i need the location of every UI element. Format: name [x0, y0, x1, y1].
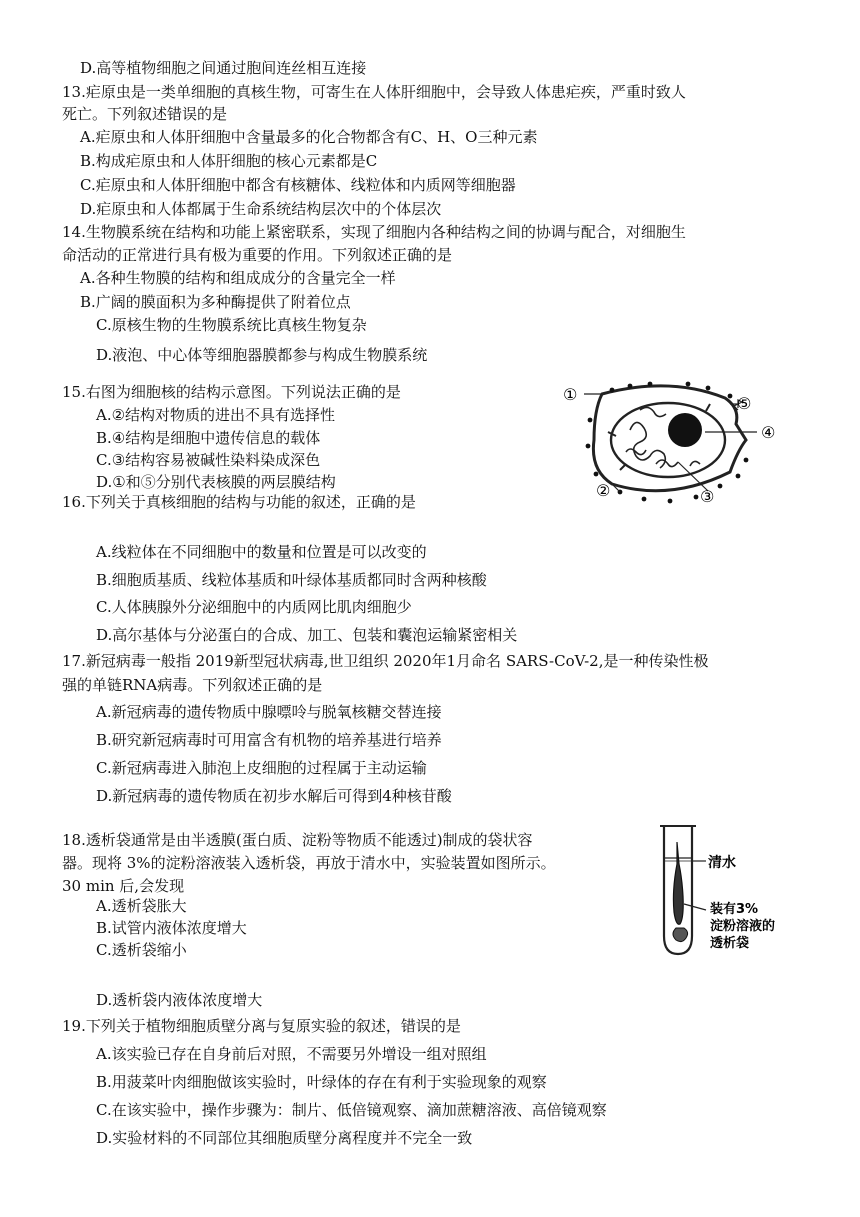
nucleolus	[668, 413, 702, 447]
q18-option-a: A.透析袋胀大	[96, 897, 187, 915]
q15-stem: 15.右图为细胞核的结构示意图。下列说法正确的是	[62, 383, 401, 401]
figure-label-3: ③	[700, 487, 715, 505]
q18-stem-line1: 18.透析袋通常是由半透膜(蛋白质、淀粉等物质不能透过)制成的袋状容	[62, 831, 533, 849]
q14-option-a: A.各种生物膜的结构和组成成分的含量完全一样	[80, 269, 396, 287]
q13-option-a: A.疟原虫和人体肝细胞中含量最多的化合物都含有C、H、O三种元素	[80, 128, 538, 146]
q13-stem-line1: 13.疟原虫是一类单细胞的真核生物，可寄生在人体肝细胞中，会导致人体患疟疾，严重时致人	[62, 83, 686, 101]
figure-bag-label-3: 透析袋	[710, 936, 750, 951]
figure-label-4: ④	[761, 423, 776, 442]
q14-option-b: B.广阔的膜面积为多种酶提供了附着位点	[80, 293, 351, 311]
q16-stem: 16.下列关于真核细胞的结构与功能的叙述，正确的是	[62, 493, 416, 511]
q15-option-d: D.①和⑤分别代表核膜的两层膜结构	[96, 473, 336, 491]
q14-stem-line2: 命活动的正常进行具有极为重要的作用。下列叙述正确的是	[62, 246, 453, 264]
q19-option-c: C.在该实验中，操作步骤为：制片、低倍镜观察、滴加蔗糖溶液、高倍镜观察	[96, 1101, 607, 1119]
q16-option-c: C.人体胰腺外分泌细胞中的内质网比肌肉细胞少	[96, 598, 412, 616]
q18-stem-line3: 30 min 后,会发现	[62, 877, 185, 895]
q16-option-a: A.线粒体在不同细胞中的数量和位置是可以改变的	[96, 543, 427, 561]
q13-stem-line2: 死亡。下列叙述错误的是	[62, 105, 228, 123]
q17-option-c: C.新冠病毒进入肺泡上皮细胞的过程属于主动运输	[96, 759, 427, 777]
q19-stem: 19.下列关于植物细胞质壁分离与复原实验的叙述，错误的是	[62, 1017, 461, 1035]
figure-water-label: 清水	[708, 855, 736, 871]
q19-option-a: A.该实验已存在自身前后对照，不需要另外增设一组对照组	[96, 1045, 487, 1063]
q18-option-c: C.透析袋缩小	[96, 941, 187, 959]
q14-option-c: C.原核生物的生物膜系统比真核生物复杂	[96, 316, 367, 334]
q12-option-d: D.高等植物细胞之间通过胞间连丝相互连接	[80, 59, 367, 77]
figure-bag-label-1: 装有3%	[710, 902, 759, 917]
inner-membrane	[611, 403, 725, 477]
figure-bag-label-2: 淀粉溶液的	[710, 919, 776, 934]
q17-stem-line1: 17.新冠病毒一般指 2019新型冠状病毒,世卫组织 2020年1月命名 SARS-CoV-2,是一种传染性极	[62, 652, 709, 670]
q17-option-b: B.研究新冠病毒时可用富含有机物的培养基进行培养	[96, 731, 442, 749]
q15-option-c: C.③结构容易被碱性染料染成深色	[96, 451, 321, 469]
q19-option-d: D.实验材料的不同部位其细胞质壁分离程度并不完全一致	[96, 1129, 473, 1147]
q14-option-d: D.液泡、中心体等细胞器膜都参与构成生物膜系统	[96, 346, 428, 364]
q17-option-a: A.新冠病毒的遗传物质中腺嘌呤与脱氧核糖交替连接	[96, 703, 442, 721]
q19-option-b: B.用菠菜叶肉细胞做该实验时，叶绿体的存在有利于实验现象的观察	[96, 1073, 547, 1091]
figure-label-5: ⑤	[737, 394, 752, 413]
outer-membrane	[593, 386, 746, 491]
q15-option-b: B.④结构是细胞中遗传信息的载体	[96, 429, 321, 447]
figure-label-2: ②	[596, 481, 611, 500]
q13-option-c: C.疟原虫和人体肝细胞中都含有核糖体、线粒体和内质网等细胞器	[80, 176, 516, 194]
q16-option-d: D.高尔基体与分泌蛋白的合成、加工、包装和囊泡运输紧密相关	[96, 626, 518, 644]
q14-stem-line1: 14.生物膜系统在结构和功能上紧密联系，实现了细胞内各种结构之间的协调与配合，对细胞生	[62, 223, 686, 241]
q13-option-d: D.疟原虫和人体都属于生命系统结构层次中的个体层次	[80, 200, 442, 218]
test-tube-diagram	[650, 820, 800, 960]
q17-option-d: D.新冠病毒的遗传物质在初步水解后可得到4种核苷酸	[96, 787, 452, 805]
q13-option-b: B.构成疟原虫和人体肝细胞的核心元素都是C	[80, 152, 378, 170]
q16-option-b: B.细胞质基质、线粒体基质和叶绿体基质都同时含两种核酸	[96, 571, 487, 589]
q18-option-b: B.试管内液体浓度增大	[96, 919, 247, 937]
nucleus-diagram	[560, 380, 790, 505]
q18-stem-line2: 器。现将 3%的淀粉溶液装入透析袋，再放于清水中，实验装置如图所示。	[62, 854, 556, 872]
q18-option-d: D.透析袋内液体浓度增大	[96, 991, 263, 1009]
q15-option-a: A.②结构对物质的进出不具有选择性	[96, 406, 336, 424]
figure-label-1: ①	[563, 385, 578, 404]
dialysis-bag	[673, 842, 683, 924]
q17-stem-line2: 强的单链RNA病毒。下列叙述正确的是	[62, 676, 323, 694]
